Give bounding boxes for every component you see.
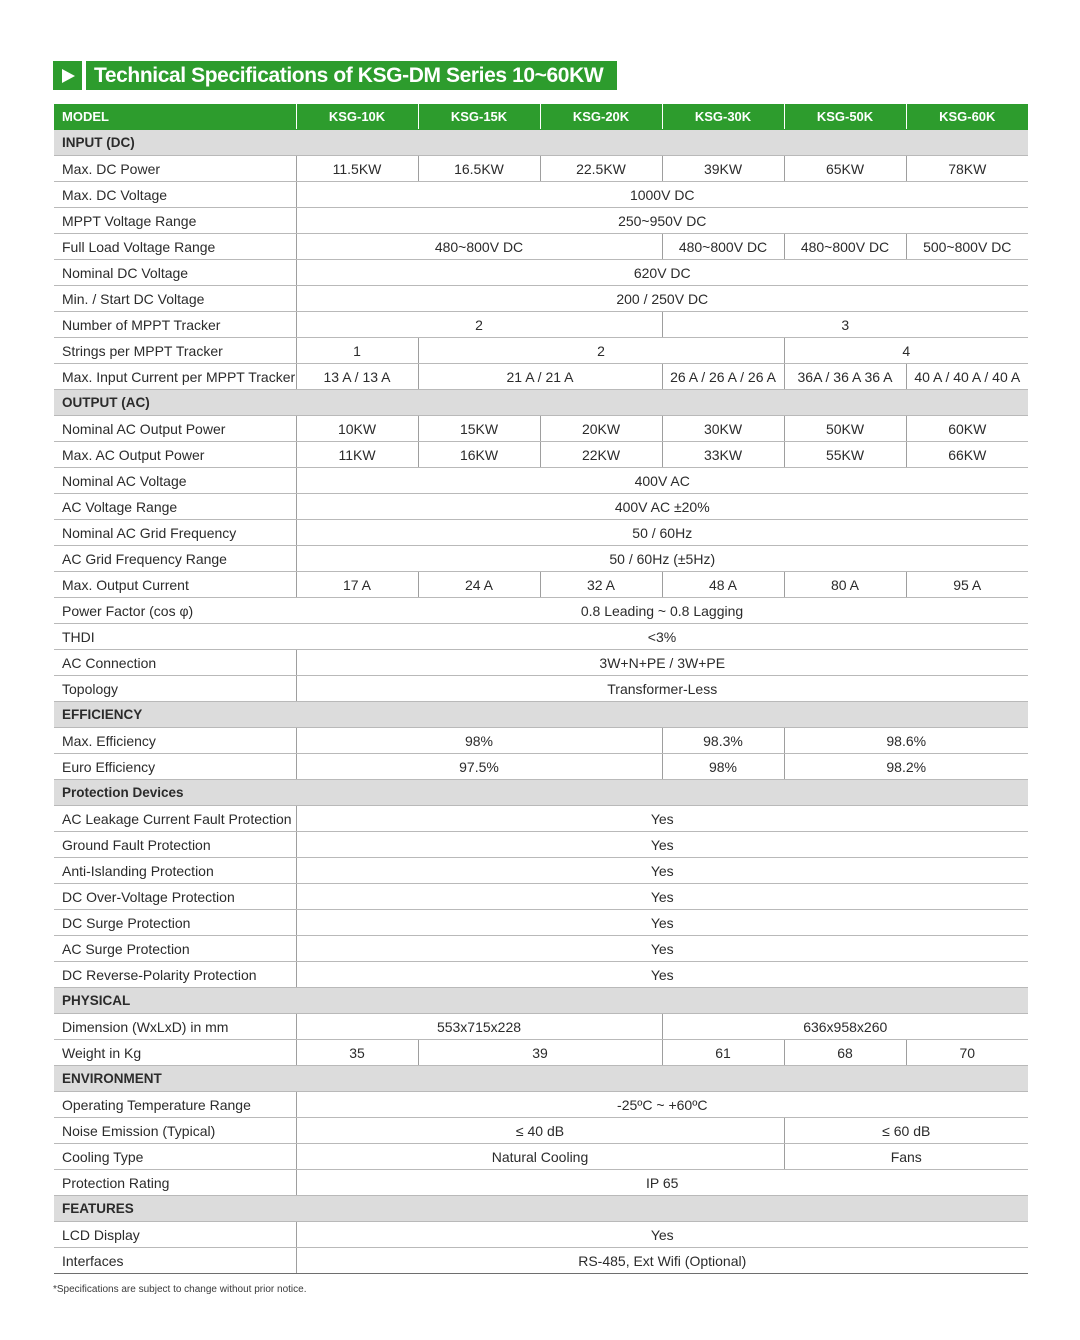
spec-label: AC Surge Protection: [54, 936, 296, 962]
spec-value: 61: [662, 1040, 784, 1066]
table-row: [54, 1170, 1028, 1196]
spec-value: 50KW: [784, 416, 906, 442]
section-title: INPUT (DC): [54, 130, 1028, 156]
section-header-row: [54, 702, 1028, 728]
spec-value: 66KW: [906, 442, 1028, 468]
section-title: Protection Devices: [54, 780, 1028, 806]
spec-value: 65KW: [784, 156, 906, 182]
spec-value: 553x715x228: [296, 1014, 662, 1040]
spec-value: 30KW: [662, 416, 784, 442]
section-header-row: [54, 1196, 1028, 1222]
spec-label: Weight in Kg: [54, 1040, 296, 1066]
spec-value: 13 A / 13 A: [296, 364, 418, 390]
spec-value: 480~800V DC: [296, 234, 662, 260]
spec-label: THDI: [54, 624, 296, 650]
spec-value: 55KW: [784, 442, 906, 468]
spec-value: 11.5KW: [296, 156, 418, 182]
spec-value: 4: [784, 338, 1028, 364]
spec-value: 40 A / 40 A / 40 A: [906, 364, 1028, 390]
spec-value: 22.5KW: [540, 156, 662, 182]
spec-value: 33KW: [662, 442, 784, 468]
spec-value: 26 A / 26 A / 26 A: [662, 364, 784, 390]
spec-table: [54, 104, 1028, 1274]
spec-value: 60KW: [906, 416, 1028, 442]
table-row: [54, 1118, 1028, 1144]
spec-table-body: [54, 130, 1028, 1274]
spec-value: Yes: [296, 832, 1028, 858]
table-row: [54, 208, 1028, 234]
spec-value: -25ºC ~ +60ºC: [296, 1092, 1028, 1118]
section-title: EFFICIENCY: [54, 702, 1028, 728]
section-title: PHYSICAL: [54, 988, 1028, 1014]
spec-value: 39KW: [662, 156, 784, 182]
table-row: [54, 858, 1028, 884]
spec-value: RS-485, Ext Wifi (Optional): [296, 1248, 1028, 1274]
spec-value: 620V DC: [296, 260, 1028, 286]
spec-label: Max. DC Voltage: [54, 182, 296, 208]
spec-value: 400V AC ±20%: [296, 494, 1028, 520]
spec-value: 21 A / 21 A: [418, 364, 662, 390]
table-row: [54, 676, 1028, 702]
spec-value: 500~800V DC: [906, 234, 1028, 260]
table-row: [54, 156, 1028, 182]
spec-value: 17 A: [296, 572, 418, 598]
spec-value: 16KW: [418, 442, 540, 468]
spec-value: 1: [296, 338, 418, 364]
spec-label: Full Load Voltage Range: [54, 234, 296, 260]
spec-label: Power Factor (cos φ): [54, 598, 296, 624]
spec-value: Natural Cooling: [296, 1144, 784, 1170]
spec-label: AC Leakage Current Fault Protection: [54, 806, 296, 832]
table-row: [54, 546, 1028, 572]
table-row: [54, 832, 1028, 858]
spec-value: 11KW: [296, 442, 418, 468]
section-title: ENVIRONMENT: [54, 1066, 1028, 1092]
spec-label: Nominal AC Output Power: [54, 416, 296, 442]
table-row: [54, 260, 1028, 286]
header-model-label: MODEL: [54, 104, 296, 130]
table-row: [54, 1040, 1028, 1066]
section-header-row: [54, 130, 1028, 156]
spec-label: AC Grid Frequency Range: [54, 546, 296, 572]
spec-value: 95 A: [906, 572, 1028, 598]
spec-value: 98%: [296, 728, 662, 754]
spec-value: ≤ 40 dB: [296, 1118, 784, 1144]
footnote: *Specifications are subject to change without prior notice.: [53, 1284, 307, 1295]
table-row: [54, 962, 1028, 988]
table-row: [54, 910, 1028, 936]
spec-label: Max. Input Current per MPPT Tracker: [54, 364, 296, 390]
spec-label: Nominal AC Grid Frequency: [54, 520, 296, 546]
table-row: [54, 234, 1028, 260]
spec-label: LCD Display: [54, 1222, 296, 1248]
spec-value: 98%: [662, 754, 784, 780]
section-header-row: [54, 988, 1028, 1014]
spec-label: Strings per MPPT Tracker: [54, 338, 296, 364]
spec-label: Max. AC Output Power: [54, 442, 296, 468]
spec-value: 400V AC: [296, 468, 1028, 494]
page-title: [53, 61, 617, 90]
spec-value: 480~800V DC: [662, 234, 784, 260]
spec-label: Euro Efficiency: [54, 754, 296, 780]
header-model-name: KSG-60K: [906, 104, 1028, 130]
spec-value: 68: [784, 1040, 906, 1066]
spec-value: 250~950V DC: [296, 208, 1028, 234]
spec-value: Transformer-Less: [296, 676, 1028, 702]
table-row: [54, 650, 1028, 676]
table-row: [54, 936, 1028, 962]
spec-value: 3W+N+PE / 3W+PE: [296, 650, 1028, 676]
spec-value: 16.5KW: [418, 156, 540, 182]
spec-value: 98.6%: [784, 728, 1028, 754]
header-model-name: KSG-15K: [418, 104, 540, 130]
spec-value: 35: [296, 1040, 418, 1066]
spec-value: IP 65: [296, 1170, 1028, 1196]
spec-value: Fans: [784, 1144, 1028, 1170]
spec-value: Yes: [296, 806, 1028, 832]
table-row: [54, 884, 1028, 910]
spec-value: 80 A: [784, 572, 906, 598]
table-row: [54, 624, 1028, 650]
spec-value: 0.8 Leading ~ 0.8 Lagging: [296, 598, 1028, 624]
spec-label: Cooling Type: [54, 1144, 296, 1170]
spec-value: ≤ 60 dB: [784, 1118, 1028, 1144]
spec-value: 70: [906, 1040, 1028, 1066]
spec-value: 10KW: [296, 416, 418, 442]
spec-value: Yes: [296, 936, 1028, 962]
table-header-row: [54, 104, 1028, 130]
table-row: [54, 416, 1028, 442]
spec-value: Yes: [296, 858, 1028, 884]
table-row: [54, 1248, 1028, 1274]
table-row: [54, 1222, 1028, 1248]
spec-value: 3: [662, 312, 1028, 338]
spec-label: Anti-Islanding Protection: [54, 858, 296, 884]
spec-value: Yes: [296, 1222, 1028, 1248]
spec-label: DC Reverse-Polarity Protection: [54, 962, 296, 988]
spec-value: 50 / 60Hz (±5Hz): [296, 546, 1028, 572]
section-header-row: [54, 780, 1028, 806]
spec-value: 20KW: [540, 416, 662, 442]
spec-label: DC Surge Protection: [54, 910, 296, 936]
header-model-name: KSG-30K: [662, 104, 784, 130]
spec-value: 98.3%: [662, 728, 784, 754]
table-row: [54, 806, 1028, 832]
spec-value: 78KW: [906, 156, 1028, 182]
play-arrow-icon: [53, 61, 82, 90]
spec-label: Protection Rating: [54, 1170, 296, 1196]
spec-value: Yes: [296, 910, 1028, 936]
table-row: [54, 338, 1028, 364]
header-model-name: KSG-50K: [784, 104, 906, 130]
spec-value: 200 / 250V DC: [296, 286, 1028, 312]
table-row: [54, 494, 1028, 520]
spec-value: 97.5%: [296, 754, 662, 780]
spec-label: Number of MPPT Tracker: [54, 312, 296, 338]
table-row: [54, 468, 1028, 494]
table-row: [54, 182, 1028, 208]
table-row: [54, 754, 1028, 780]
spec-value: 636x958x260: [662, 1014, 1028, 1040]
spec-value: 15KW: [418, 416, 540, 442]
spec-label: Max. Efficiency: [54, 728, 296, 754]
spec-label: Dimension (WxLxD) in mm: [54, 1014, 296, 1040]
spec-value: 2: [418, 338, 784, 364]
spec-label: DC Over-Voltage Protection: [54, 884, 296, 910]
header-model-name: KSG-10K: [296, 104, 418, 130]
spec-value: 1000V DC: [296, 182, 1028, 208]
table-row: [54, 520, 1028, 546]
spec-label: AC Voltage Range: [54, 494, 296, 520]
spec-label: Operating Temperature Range: [54, 1092, 296, 1118]
table-row: [54, 1144, 1028, 1170]
spec-value: <3%: [296, 624, 1028, 650]
section-title: FEATURES: [54, 1196, 1028, 1222]
table-row: [54, 442, 1028, 468]
spec-label: Noise Emission (Typical): [54, 1118, 296, 1144]
spec-value: 2: [296, 312, 662, 338]
section-header-row: [54, 1066, 1028, 1092]
table-row: [54, 286, 1028, 312]
spec-value: Yes: [296, 884, 1028, 910]
spec-value: 50 / 60Hz: [296, 520, 1028, 546]
table-row: [54, 1092, 1028, 1118]
spec-label: Nominal DC Voltage: [54, 260, 296, 286]
spec-value: 36A / 36 A 36 A: [784, 364, 906, 390]
spec-label: Nominal AC Voltage: [54, 468, 296, 494]
spec-label: Min. / Start DC Voltage: [54, 286, 296, 312]
spec-label: Max. DC Power: [54, 156, 296, 182]
title-text: Technical Specifications of KSG-DM Series 10~60KW: [86, 61, 617, 90]
table-row: [54, 312, 1028, 338]
section-title: OUTPUT (AC): [54, 390, 1028, 416]
spec-value: 48 A: [662, 572, 784, 598]
spec-value: 98.2%: [784, 754, 1028, 780]
section-header-row: [54, 390, 1028, 416]
table-row: [54, 598, 1028, 624]
spec-label: Interfaces: [54, 1248, 296, 1274]
table-row: [54, 364, 1028, 390]
spec-label: Topology: [54, 676, 296, 702]
table-row: [54, 572, 1028, 598]
spec-value: 39: [418, 1040, 662, 1066]
spec-label: MPPT Voltage Range: [54, 208, 296, 234]
spec-value: 22KW: [540, 442, 662, 468]
spec-label: AC Connection: [54, 650, 296, 676]
spec-value: 480~800V DC: [784, 234, 906, 260]
spec-label: Ground Fault Protection: [54, 832, 296, 858]
header-model-name: KSG-20K: [540, 104, 662, 130]
table-row: [54, 728, 1028, 754]
table-row: [54, 1014, 1028, 1040]
spec-value: 24 A: [418, 572, 540, 598]
spec-value: Yes: [296, 962, 1028, 988]
spec-value: 32 A: [540, 572, 662, 598]
spec-label: Max. Output Current: [54, 572, 296, 598]
